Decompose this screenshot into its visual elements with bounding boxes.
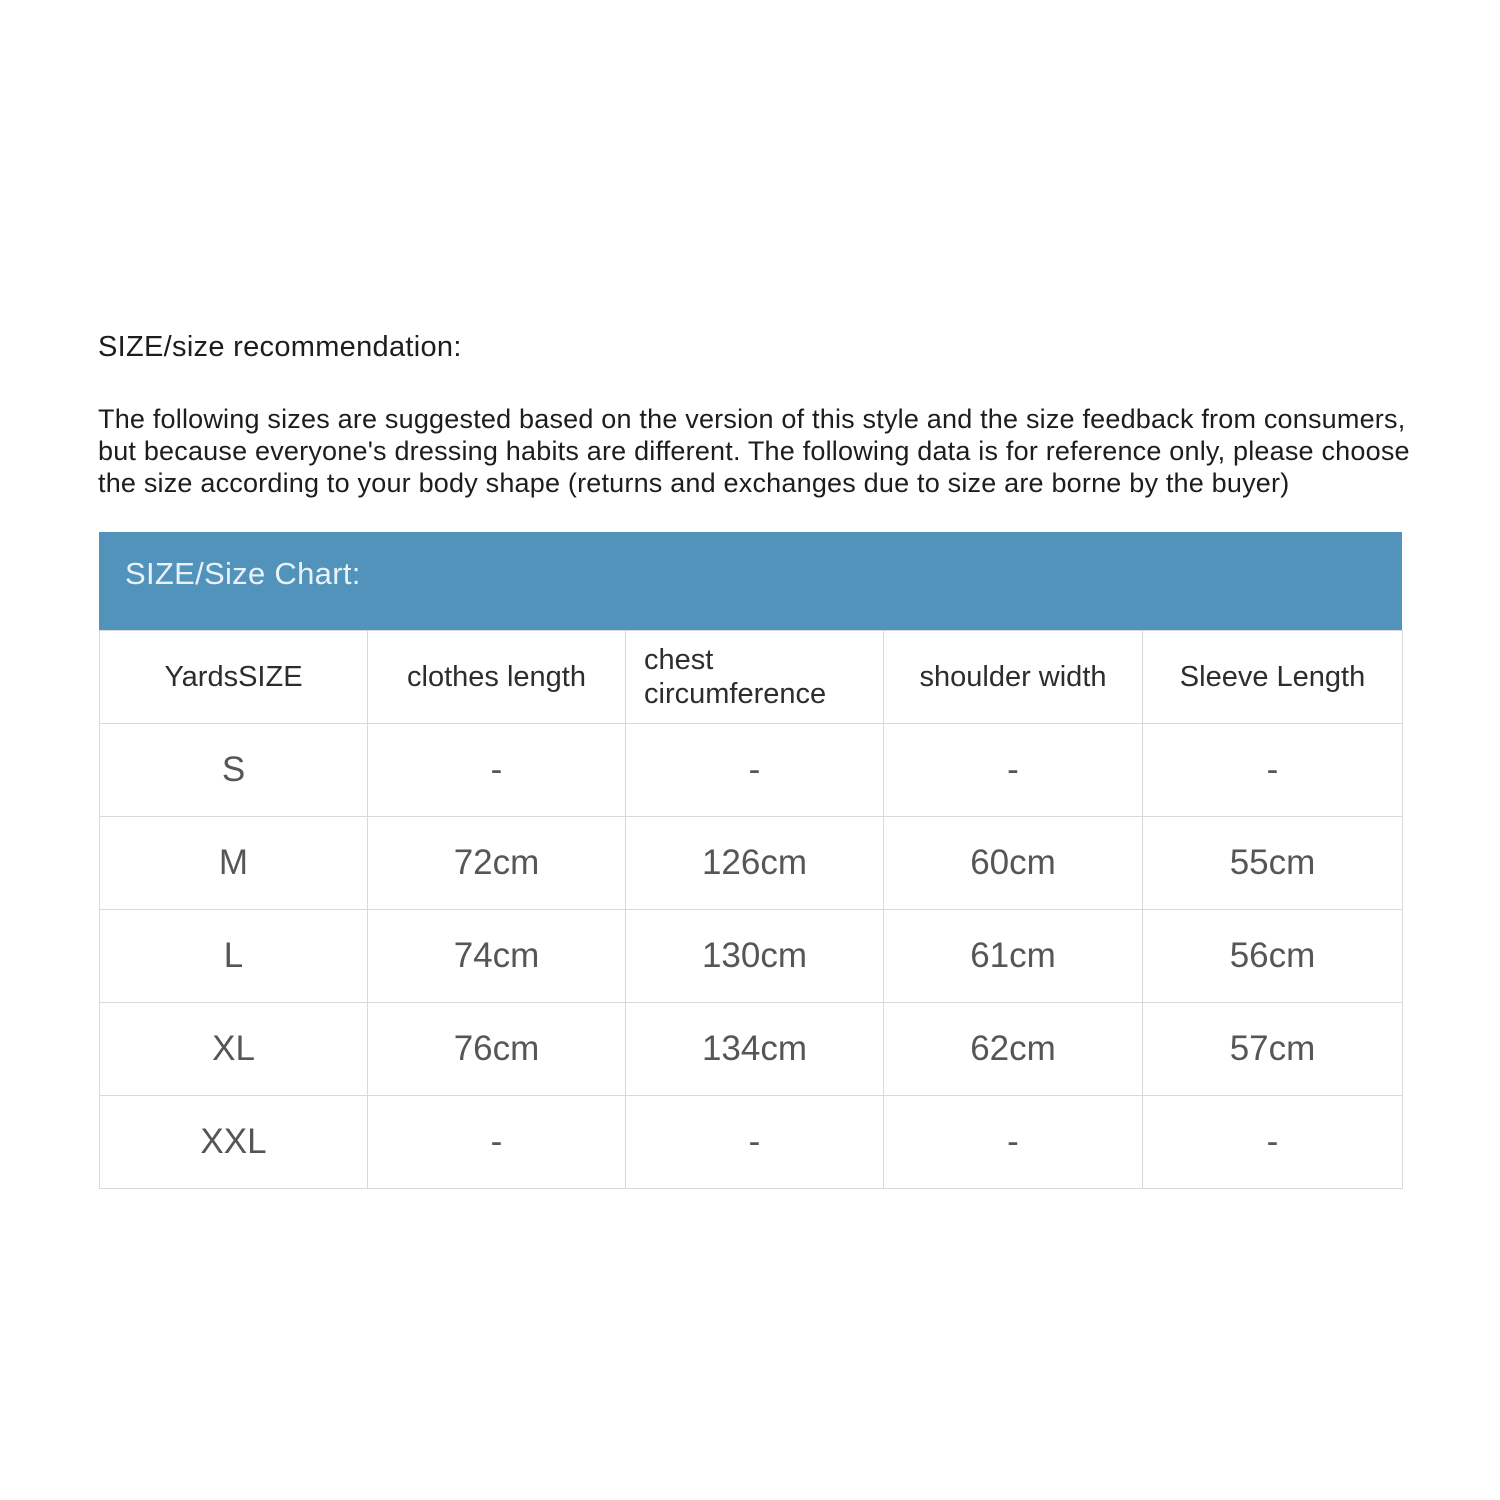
value-cell: 76cm [368,1003,626,1096]
value-cell: - [1143,1096,1403,1189]
size-label-cell: M [100,817,368,910]
value-cell: - [626,724,884,817]
value-cell: 134cm [626,1003,884,1096]
column-header-clothes-length: clothes length [368,631,626,724]
value-cell: 72cm [368,817,626,910]
table-row-m [100,817,1403,910]
value-cell: 60cm [884,817,1143,910]
value-cell: 55cm [1143,817,1403,910]
column-header-sleeve-length: Sleeve Length [1143,631,1403,724]
column-header-shoulder-width: shoulder width [884,631,1143,724]
value-cell: 74cm [368,910,626,1003]
column-header-size: YardsSIZE [100,631,368,724]
recommendation-line-1: The following sizes are suggested based on the version of this style and the size feedback from consumers, [98,404,1406,434]
column-header-chest-circumference: chest circumference [626,631,884,724]
value-cell: 126cm [626,817,884,910]
value-cell: 61cm [884,910,1143,1003]
table-row-l [100,910,1403,1003]
recommendation-line-3: the size according to your body shape (returns and exchanges due to size are borne by the buyer) [98,468,1290,498]
table-row-xl [100,1003,1403,1096]
value-cell: - [368,1096,626,1189]
value-cell: 62cm [884,1003,1143,1096]
size-recommendation-paragraph [98,403,1410,499]
recommendation-line-2: but because everyone's dressing habits are different. The following data is for reference only, please choose [98,436,1410,466]
size-chart-banner [99,532,1402,630]
size-recommendation-title: SIZE/size recommendation: [98,331,462,363]
value-cell: 130cm [626,910,884,1003]
value-cell: - [368,724,626,817]
value-cell: - [1143,724,1403,817]
value-cell: 57cm [1143,1003,1403,1096]
table-row-s [100,724,1403,817]
table-row-xxl [100,1096,1403,1189]
size-chart-table [99,630,1403,1189]
value-cell: - [884,724,1143,817]
size-chart-banner-title: SIZE/Size Chart: [125,556,361,591]
value-cell: - [884,1096,1143,1189]
value-cell: - [626,1096,884,1189]
size-label-cell: XL [100,1003,368,1096]
size-label-cell: L [100,910,368,1003]
table-header-row [100,631,1403,724]
size-label-cell: XXL [100,1096,368,1189]
value-cell: 56cm [1143,910,1403,1003]
size-label-cell: S [100,724,368,817]
